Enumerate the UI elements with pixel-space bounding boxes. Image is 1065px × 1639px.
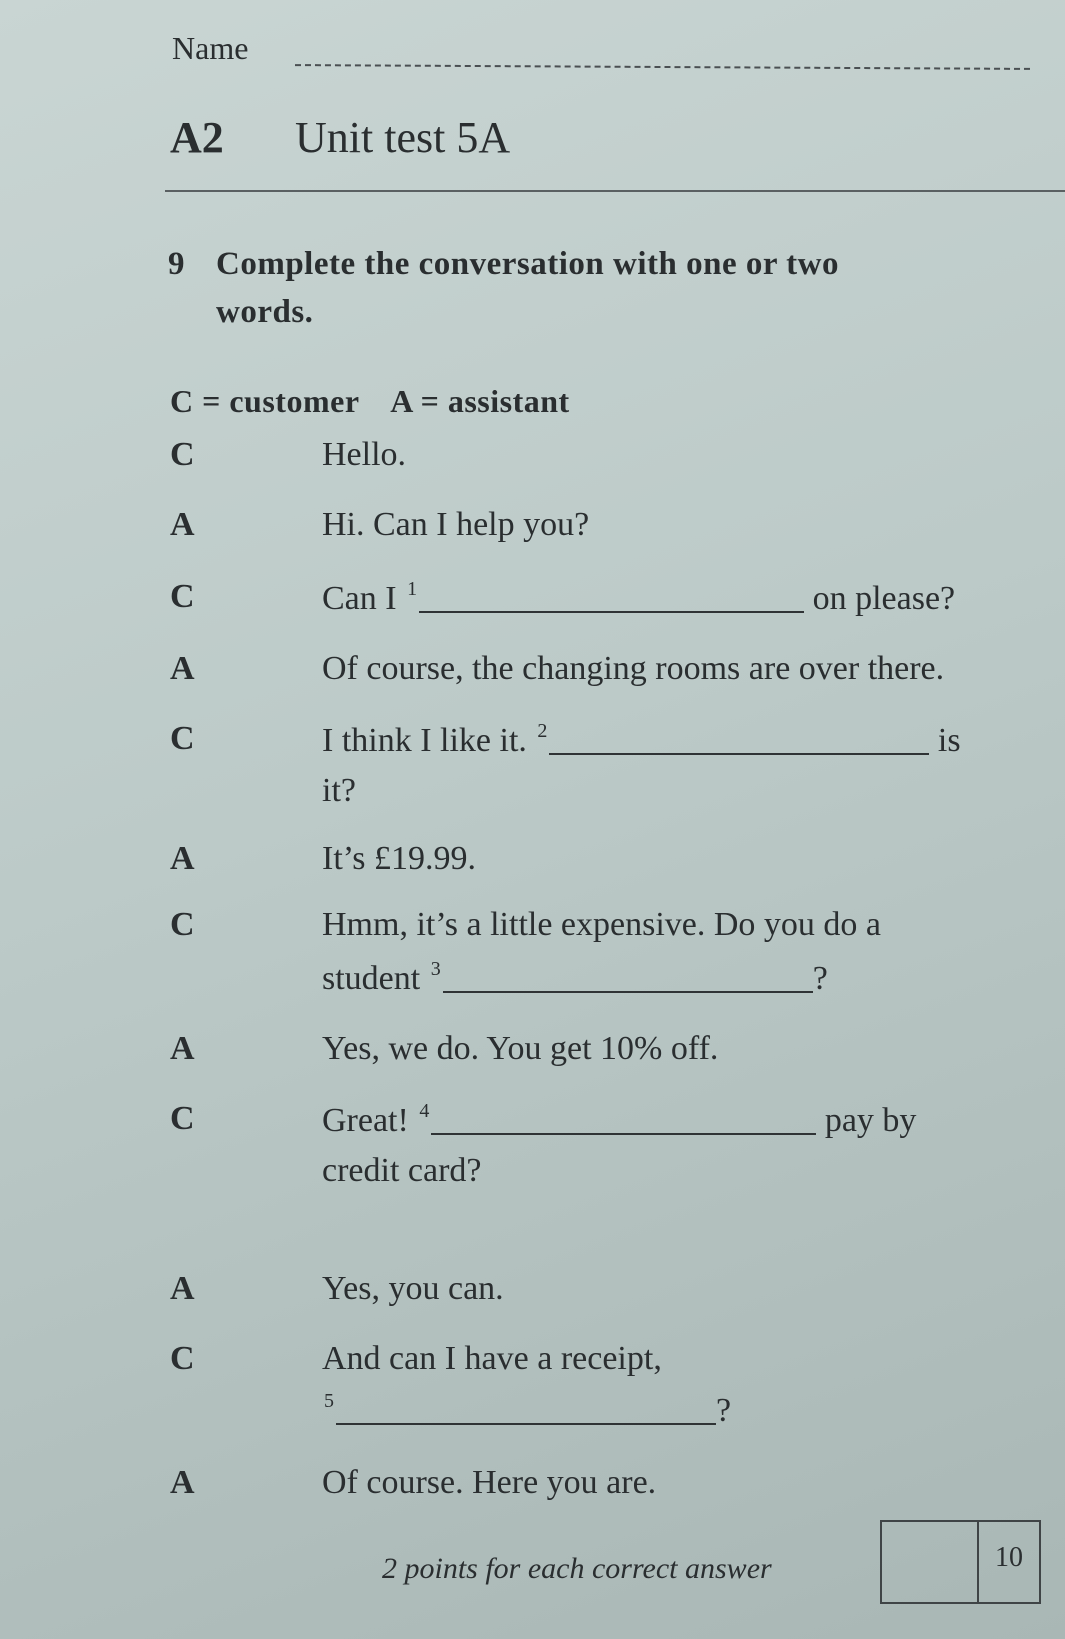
gap-number: 5 bbox=[324, 1390, 334, 1412]
score-box bbox=[880, 1520, 1041, 1604]
answer-blank-4[interactable] bbox=[431, 1103, 816, 1135]
gap-number: 1 bbox=[407, 578, 418, 600]
text-before-gap: student bbox=[322, 960, 421, 997]
name-line[interactable] bbox=[295, 64, 1030, 70]
turn-text: Yes, you can. bbox=[322, 1270, 504, 1307]
turn-text: Of course. Here you are. bbox=[322, 1464, 657, 1501]
instruction-line-1: Complete the conversation with one or two bbox=[216, 246, 839, 282]
exercise-instruction bbox=[168, 240, 948, 336]
text-after-gap: ? bbox=[812, 960, 828, 997]
points-note: 2 points for each correct answer bbox=[382, 1552, 772, 1585]
level-label: A2 bbox=[170, 113, 224, 162]
speaker-label: A bbox=[170, 506, 195, 543]
speaker-label: A bbox=[170, 840, 195, 877]
speaker-label: C bbox=[170, 1340, 195, 1377]
instruction-line-2: words. bbox=[216, 294, 314, 330]
answer-blank-3[interactable] bbox=[443, 961, 813, 993]
score-total: 10 bbox=[995, 1542, 1023, 1573]
turn-text-continued bbox=[322, 1390, 731, 1430]
turn-text: And can I have a receipt, bbox=[322, 1340, 662, 1377]
turn-text-continued bbox=[322, 958, 828, 998]
speaker-label: C bbox=[170, 436, 195, 473]
text-after-gap: ? bbox=[716, 1392, 732, 1429]
speaker-label: C bbox=[170, 1100, 195, 1137]
turn-text bbox=[322, 1100, 916, 1140]
turn-text bbox=[322, 720, 961, 760]
answer-blank-2[interactable] bbox=[549, 723, 929, 755]
text-after-gap: pay by bbox=[824, 1102, 917, 1139]
gap-number: 3 bbox=[430, 958, 441, 980]
turn-text: Of course, the changing rooms are over there. bbox=[322, 650, 945, 687]
turn-text-continued: it? bbox=[322, 772, 356, 809]
turn-text: Hi. Can I help you? bbox=[322, 506, 590, 543]
unit-title: Unit test 5A bbox=[295, 113, 511, 162]
key-customer: C = customer bbox=[170, 383, 360, 419]
name-label: Name bbox=[172, 30, 249, 66]
speaker-label: A bbox=[170, 1030, 195, 1067]
text-after-gap: is bbox=[937, 722, 961, 759]
gap-number: 4 bbox=[419, 1100, 430, 1122]
turn-text: Hmm, it’s a little expensive. Do you do a bbox=[322, 906, 882, 943]
speaker-label: A bbox=[170, 650, 195, 687]
speaker-key bbox=[170, 383, 594, 420]
speaker-label: A bbox=[170, 1464, 195, 1501]
score-entry-cell[interactable] bbox=[882, 1522, 979, 1602]
turn-text-continued: credit card? bbox=[322, 1152, 482, 1189]
gap-number: 2 bbox=[537, 720, 548, 742]
speaker-label: A bbox=[170, 1270, 195, 1307]
title-divider bbox=[165, 190, 1065, 192]
speaker-label: C bbox=[170, 906, 195, 943]
speaker-label: C bbox=[170, 578, 195, 615]
exercise-number: 9 bbox=[168, 246, 185, 282]
turn-text: It’s £19.99. bbox=[322, 840, 476, 877]
answer-blank-1[interactable] bbox=[419, 581, 804, 613]
text-before-gap: Great! bbox=[322, 1102, 409, 1139]
turn-text bbox=[322, 578, 955, 618]
turn-text: Hello. bbox=[322, 436, 407, 473]
text-before-gap: Can I bbox=[322, 580, 397, 617]
answer-blank-5[interactable] bbox=[336, 1393, 716, 1425]
page-title bbox=[170, 112, 510, 163]
turn-text: Yes, we do. You get 10% off. bbox=[322, 1030, 719, 1067]
text-before-gap: I think I like it. bbox=[322, 722, 527, 759]
text-after-gap: on please? bbox=[812, 580, 956, 617]
speaker-label: C bbox=[170, 720, 195, 757]
key-assistant: A = assistant bbox=[390, 383, 570, 419]
